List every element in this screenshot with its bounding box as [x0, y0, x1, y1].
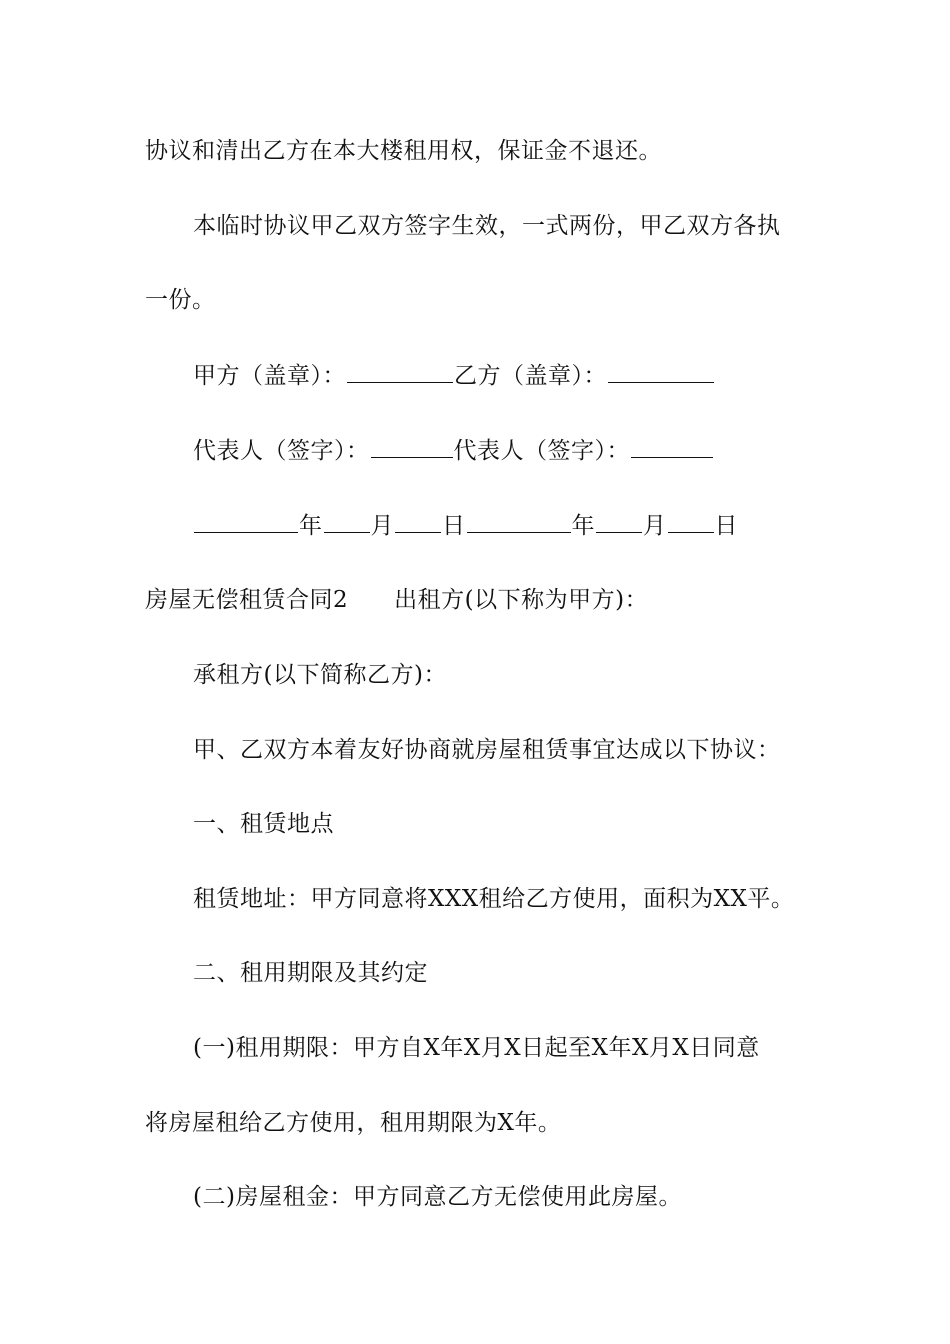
- lessee-line: 承租方(以下简称乙方)：: [193, 662, 447, 688]
- party-a-seal-blank: [347, 360, 453, 383]
- paragraph-line: (二)房屋租金：甲方同意乙方无偿使用此房屋。: [193, 1184, 682, 1210]
- party-a-seal-label: 甲方（盖章）：: [193, 363, 346, 389]
- month-blank: [596, 510, 642, 533]
- contract-title-line: [145, 585, 648, 615]
- paragraph-line: 本临时协议甲乙双方签字生效，一式两份，甲乙双方各执: [193, 213, 781, 239]
- paragraph-line: 将房屋租给乙方使用，租用期限为X年。: [145, 1110, 562, 1136]
- paragraph-line: 租赁地址：甲方同意将XXX租给乙方使用，面积为XX平。: [193, 886, 795, 912]
- rep-b-label: 代表人（签字）：: [453, 438, 630, 464]
- month-label: 月: [643, 513, 667, 539]
- lessor-label: 出租方(以下称为甲方)：: [394, 587, 649, 613]
- day-blank: [668, 510, 714, 533]
- paragraph-line: 一份。: [145, 287, 216, 313]
- month-blank: [324, 510, 370, 533]
- rep-b-blank: [631, 435, 713, 458]
- year-blank: [467, 510, 571, 533]
- party-b-seal-label: 乙方（盖章）：: [454, 363, 607, 389]
- year-label: 年: [299, 513, 323, 539]
- day-label: 日: [442, 513, 466, 539]
- paragraph-line: (一)租用期限：甲方自X年X月X日起至X年X月X日同意: [193, 1035, 760, 1061]
- rep-a-blank: [371, 435, 453, 458]
- date-line: [193, 510, 738, 541]
- month-label: 月: [370, 513, 394, 539]
- representative-line: [193, 435, 714, 466]
- section-heading: 一、租赁地点: [193, 811, 334, 837]
- year-label: 年: [571, 513, 595, 539]
- section-heading: 二、租用期限及其约定: [193, 960, 428, 986]
- day-blank: [395, 510, 441, 533]
- year-blank: [194, 510, 298, 533]
- day-label: 日: [714, 513, 738, 539]
- rep-a-label: 代表人（签字）：: [193, 438, 370, 464]
- contract-title: 房屋无偿租赁合同2: [145, 587, 349, 613]
- intro-line: 甲、乙双方本着友好协商就房屋租赁事宜达成以下协议：: [193, 737, 781, 763]
- paragraph-line: 协议和清出乙方在本大楼租用权，保证金不退还。: [145, 138, 662, 164]
- seal-line: [193, 360, 715, 391]
- party-b-seal-blank: [608, 360, 714, 383]
